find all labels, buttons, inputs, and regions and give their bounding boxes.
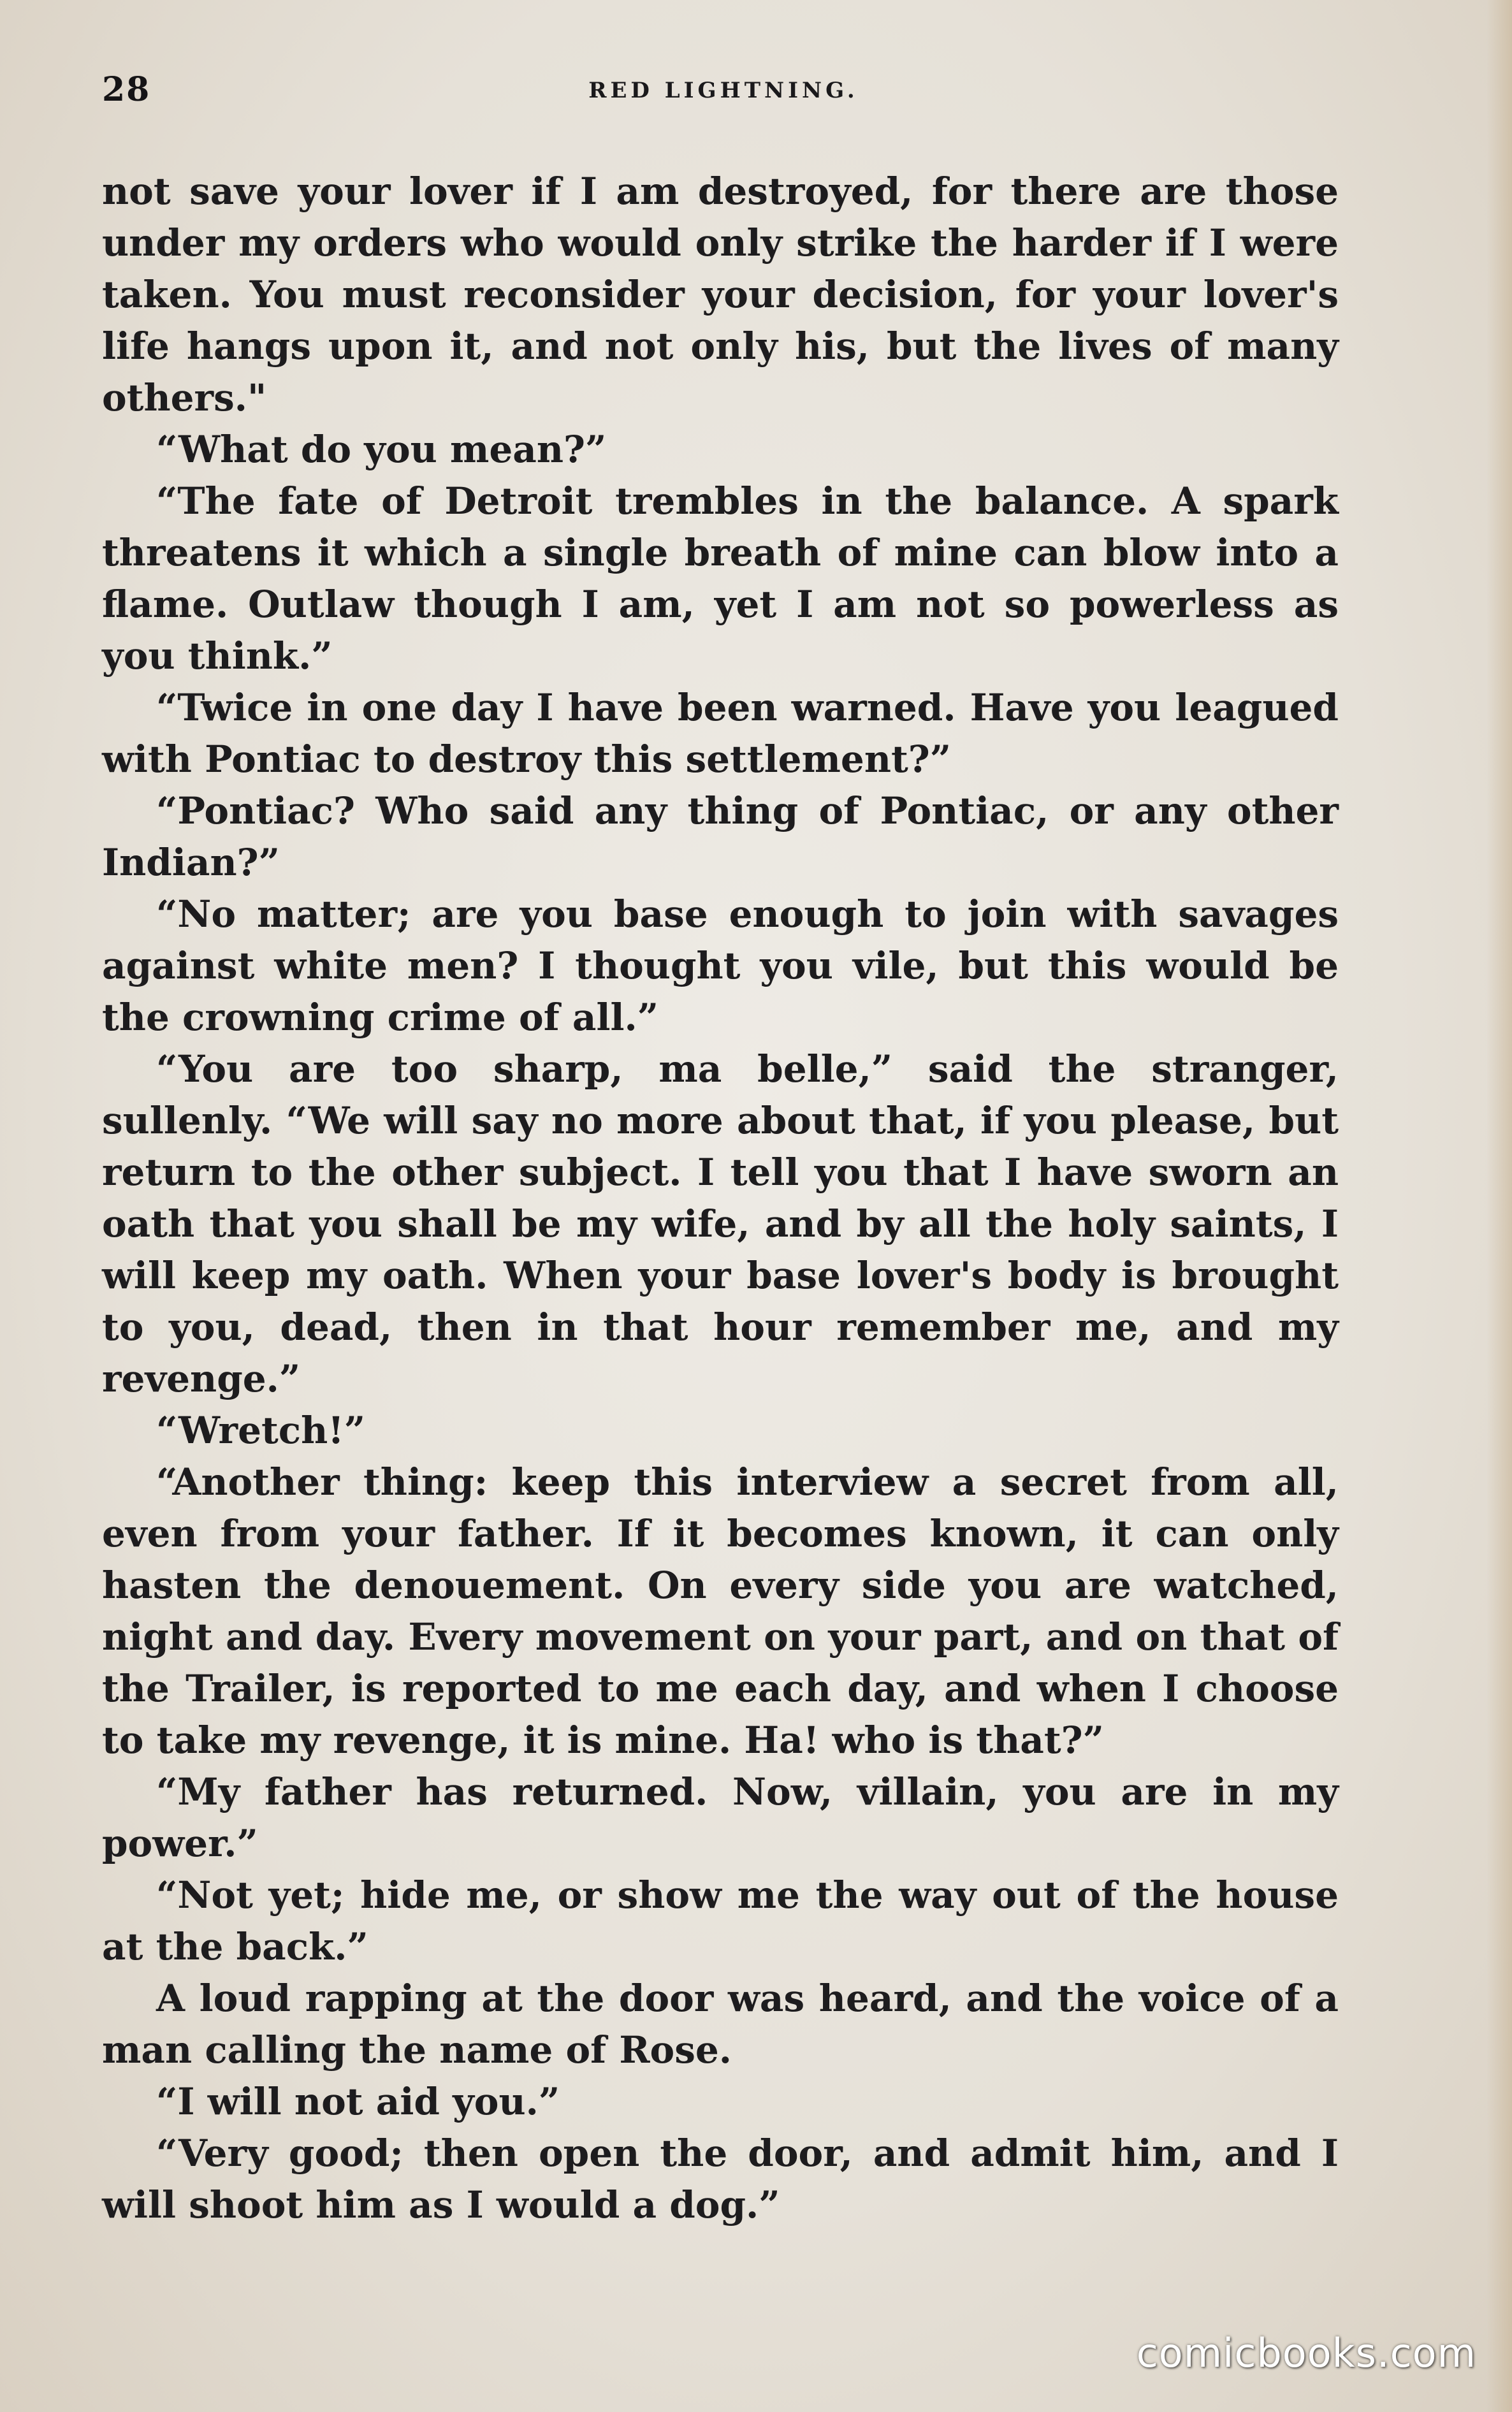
paragraph: not save your lover if I am destroyed, for there are those under my orders who would only strike the harder if I were taken. You must reconsider your decision, for your lover's life hangs upon it, and not only his, but the lives of many others." [102, 170, 1339, 419]
paragraph: “Twice in one day I have been warned. Have you leagued with Pontiac to destroy this settlement?” [102, 686, 1339, 781]
page-edge-shadow [1487, 0, 1512, 2412]
watermark: comicbooks.com [1136, 2330, 1476, 2376]
paragraph: “The fate of Detroit trembles in the balance. A spark threatens it which a single breath of mine can blow into a flame. Outlaw though I am, yet I am not so powerless as you think.” [102, 479, 1339, 678]
paragraph: “No matter; are you base enough to join with savages against white men? I thought you vile, but this would be the crowning crime of all.” [102, 892, 1339, 1039]
page-number: 28 [102, 70, 151, 109]
page-header [102, 70, 1345, 121]
paragraph: “Very good; then open the door, and admit him, and I will shoot him as I would a dog.” [102, 2132, 1339, 2227]
paragraph: “I will not aid you.” [156, 2080, 560, 2123]
paragraph: “My father has returned. Now, villain, you are in my power.” [102, 1770, 1339, 1865]
paragraph: “What do you mean?” [156, 428, 607, 471]
running-title: RED LIGHTNING. [588, 78, 859, 103]
paragraph: “Pontiac? Who said any thing of Pontiac, or any other Indian?” [102, 789, 1339, 884]
body-text [102, 166, 1339, 2231]
paragraph: “You are too sharp, ma belle,” said the stranger, sullenly. “We will say no more about that, if you please, but return to the other subject. I tell you that I have sworn an oath that you shall be my wife, and by all the holy saints, I will keep my oath. When your base lover's body is brought to you, dead, then in that hour remember me, and my revenge.” [102, 1047, 1339, 1400]
paragraph: “Wretch!” [156, 1409, 366, 1452]
paragraph: A loud rapping at the door was heard, and the voice of a man calling the name of Rose. [102, 1977, 1339, 2072]
paragraph: “Not yet; hide me, or show me the way out of the house at the back.” [102, 1873, 1339, 1968]
paragraph: “Another thing: keep this interview a secret from all, even from your father. If it becomes known, it can only hasten the denouement. On every side you are watched, night and day. Every movement on your part, and on that of the Trailer, is reported to me each day, and when I choose to take my revenge, it is mine. Ha! who is that?” [102, 1460, 1339, 1762]
